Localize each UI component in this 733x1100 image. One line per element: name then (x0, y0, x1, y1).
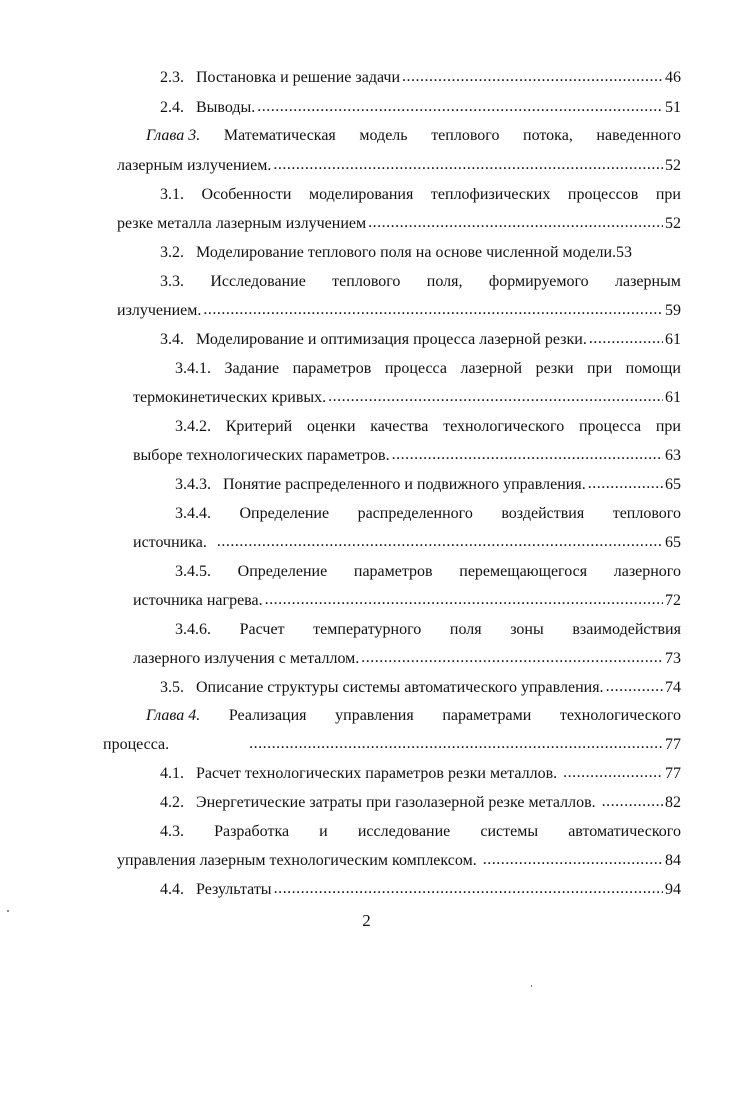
toc-entry-title: процесса. (103, 736, 170, 753)
toc-chapter-3-line2 (117, 158, 681, 180)
toc-entry-2-3 (160, 70, 681, 92)
toc-leader (361, 650, 663, 666)
toc-word: резки (535, 360, 574, 377)
toc-entry-page: 61 (665, 389, 681, 406)
toc-word: взаимодействия (572, 621, 681, 638)
toc-entry-4-4 (160, 882, 681, 904)
toc-word: Определение (239, 505, 330, 522)
toc-word: системы (480, 823, 539, 840)
toc-leader (328, 389, 663, 405)
toc-entry-number: 4.4. (160, 881, 184, 898)
toc-word: процесса (578, 418, 642, 435)
toc-entry-3-5 (160, 680, 681, 702)
toc-entry-3-3-line2 (117, 303, 681, 325)
toc-entry-3-3-line1 (160, 274, 681, 296)
toc-leader (392, 447, 663, 463)
toc-entry-number: 3.4.1. (175, 360, 211, 377)
toc-word: Расчет (239, 621, 285, 638)
toc-entry-page: 72 (665, 592, 681, 609)
toc-entry-page: 53 (616, 244, 632, 261)
toc-entry-title: лазерным излучением. (117, 157, 272, 174)
toc-entry-3-4-2-line2 (133, 448, 681, 470)
toc-entry-title: управления лазерным технологическим комплексом. (117, 852, 477, 869)
toc-word: формируемого (488, 273, 589, 290)
toc-entry-title: термокинетических кривых. (133, 389, 327, 406)
toc-word: лазерной (460, 360, 523, 377)
toc-entry-title: Постановка и решение задачи (196, 69, 401, 86)
toc-entry-3-4-5-line2 (133, 593, 681, 615)
toc-entry-3-4-2-line1 (175, 419, 681, 441)
toc-entry-page: 46 (665, 69, 681, 86)
toc-word: перемещающегося (459, 563, 588, 580)
toc-word: поля (449, 621, 482, 638)
toc-entry-number: 2.4. (160, 99, 184, 116)
toc-word: воздействия (501, 505, 585, 522)
toc-word: температурного (313, 621, 422, 638)
toc-entry-2-4 (160, 100, 681, 122)
toc-entry-3-4-5-line1 (175, 564, 681, 586)
toc-entry-number: 3.3. (160, 273, 184, 290)
toc-word: Особенности (201, 186, 292, 203)
toc-entry-number: 3.4.2. (175, 418, 211, 435)
toc-word: при (587, 360, 613, 377)
toc-word: процессов (567, 186, 639, 203)
toc-word: теплофизических (430, 186, 551, 203)
toc-entry-title: Описание структуры системы автоматического управления. (196, 679, 604, 696)
toc-leader (273, 157, 663, 173)
toc-leader (588, 476, 663, 492)
toc-entry-3-4-1-line1 (175, 361, 681, 383)
toc-word: Математическая (223, 127, 336, 144)
toc-entry-page: 73 (665, 650, 681, 667)
toc-entry-3-4-4-line1 (175, 506, 681, 528)
toc-entry-page: 63 (665, 447, 681, 464)
toc-entry-page: 65 (665, 476, 681, 493)
toc-entry-number: 3.4. (160, 331, 184, 348)
toc-word: технологического (559, 707, 681, 724)
toc-word: параметров (292, 360, 372, 377)
toc-entry-number: 3.2. (160, 244, 184, 261)
toc-entry-title: выборе технологических параметров. (133, 447, 390, 464)
toc-entry-4-3-line1 (160, 824, 681, 846)
toc-word: поля, (426, 273, 463, 290)
toc-word: технологического (443, 418, 565, 435)
toc-leader (606, 679, 663, 695)
toc-word: наведенного (596, 127, 681, 144)
toc-word: потока, (523, 127, 573, 144)
toc-word: оценки (306, 418, 356, 435)
toc-entry-title: Понятие распределенного и подвижного управления. (223, 476, 586, 493)
toc-entry-title: Моделирование теплового поля на основе численной модели. (196, 244, 616, 261)
toc-entry-page: 74 (665, 679, 681, 696)
toc-leader (217, 534, 663, 550)
toc-entry-3-4-6-line1 (175, 622, 681, 644)
toc-entry-page: 94 (665, 881, 681, 898)
toc-entry-3-1-line1 (160, 187, 681, 209)
toc-entry-title: лазерного излучения с металлом. (133, 650, 360, 667)
toc-entry-4-1 (160, 766, 681, 788)
toc-leader (589, 331, 663, 347)
toc-entry-3-4 (160, 332, 681, 354)
toc-chapter-4-line2 (103, 737, 681, 759)
toc-word: параметров (353, 563, 433, 580)
toc-leader (257, 99, 663, 115)
toc-entry-page: 52 (665, 157, 681, 174)
toc-entry-title: Результаты (196, 881, 272, 898)
toc-word: Критерий (225, 418, 293, 435)
toc-word: Разработка (214, 823, 290, 840)
toc-entry-page: 82 (665, 794, 681, 811)
toc-entry-page: 77 (665, 765, 681, 782)
toc-entry-3-4-4-line2 (133, 535, 681, 557)
toc-word: Задание (224, 360, 280, 377)
toc-entry-number: 3.4.3. (175, 476, 211, 493)
toc-entry-page: 65 (665, 534, 681, 551)
toc-entry-3-4-1-line2 (133, 390, 681, 412)
toc-word: параметрами (442, 707, 532, 724)
toc-entry-3-2 (160, 245, 681, 267)
toc-leader (483, 852, 663, 868)
toc-word: исследование (357, 823, 451, 840)
toc-word: при (655, 186, 681, 203)
toc-leader (265, 592, 663, 608)
toc-word: лазерным (614, 273, 681, 290)
toc-word: теплового (431, 127, 500, 144)
toc-entry-title: Выводы. (196, 99, 256, 116)
toc-entry-page: 84 (665, 852, 681, 869)
toc-entry-number: 3.5. (160, 679, 184, 696)
toc-leader (563, 765, 663, 781)
toc-entry-4-2 (160, 795, 681, 817)
toc-word: автоматического (568, 823, 681, 840)
toc-entry-title: источника. (133, 534, 207, 551)
toc-word: управления (335, 707, 414, 724)
toc-entry-title: резке металла лазерным излучением (117, 215, 367, 232)
toc-entry-title: источника нагрева. (133, 592, 263, 609)
toc-entry-number: 3.4.5. (175, 563, 211, 580)
toc-chapter-4-line1 (146, 708, 681, 730)
toc-word: при (655, 418, 681, 435)
toc-leader (402, 69, 663, 85)
toc-leader (602, 794, 663, 810)
toc-leader (249, 736, 663, 752)
toc-entry-3-4-6-line2 (133, 651, 681, 673)
toc-word: модель (359, 127, 408, 144)
toc-word: Реализация (228, 707, 307, 724)
toc-word: качества (370, 418, 429, 435)
toc-word: лазерного (613, 563, 681, 580)
toc-word: процесса (384, 360, 447, 377)
toc-entry-title: Моделирование и оптимизация процесса лазерной резки. (196, 331, 587, 348)
toc-leader (274, 881, 663, 897)
toc-word: теплового (332, 273, 401, 290)
toc-chapter-3-line1 (146, 128, 681, 150)
toc-entry-number: 4.1. (160, 765, 184, 782)
toc-entry-number: 4.2. (160, 794, 184, 811)
toc-word: зоны (510, 621, 544, 638)
toc-entry-page: 52 (665, 215, 681, 232)
toc-word: распределенного (357, 505, 473, 522)
toc-chapter-label: Глава 3. (146, 127, 201, 144)
toc-word: помощи (625, 360, 681, 377)
toc-entry-page: 61 (665, 331, 681, 348)
toc-word: теплового (612, 505, 681, 522)
toc-word: и (319, 823, 328, 840)
toc-entry-number: 4.3. (160, 823, 184, 840)
scan-speck (7, 910, 9, 912)
toc-entry-3-4-3 (175, 477, 681, 499)
toc-leader (203, 302, 663, 318)
toc-entry-number: 2.3. (160, 69, 184, 86)
toc-entry-4-3-line2 (117, 853, 681, 875)
toc-entry-number: 3.4.4. (175, 505, 211, 522)
toc-entry-page: 77 (665, 736, 681, 753)
toc-word: моделирования (308, 186, 414, 203)
toc-entry-number: 3.1. (160, 186, 184, 203)
toc-word: Определение (237, 563, 328, 580)
toc-entry-title: Расчет технологических параметров резки металлов. (196, 765, 558, 782)
scan-speck (531, 985, 532, 987)
page-number: 2 (362, 911, 371, 930)
toc-entry-number: 3.4.6. (175, 621, 211, 638)
toc-word: Исследование (210, 273, 306, 290)
toc-entry-3-1-line2 (117, 216, 681, 238)
toc-entry-title: излучением. (117, 302, 202, 319)
toc-entry-page: 59 (665, 302, 681, 319)
toc-chapter-label: Глава 4. (146, 707, 201, 724)
toc-entry-page: 51 (665, 99, 681, 116)
toc-entry-title: Энергетические затраты при газолазерной резке металлов. (196, 794, 596, 811)
toc-leader (368, 215, 663, 231)
